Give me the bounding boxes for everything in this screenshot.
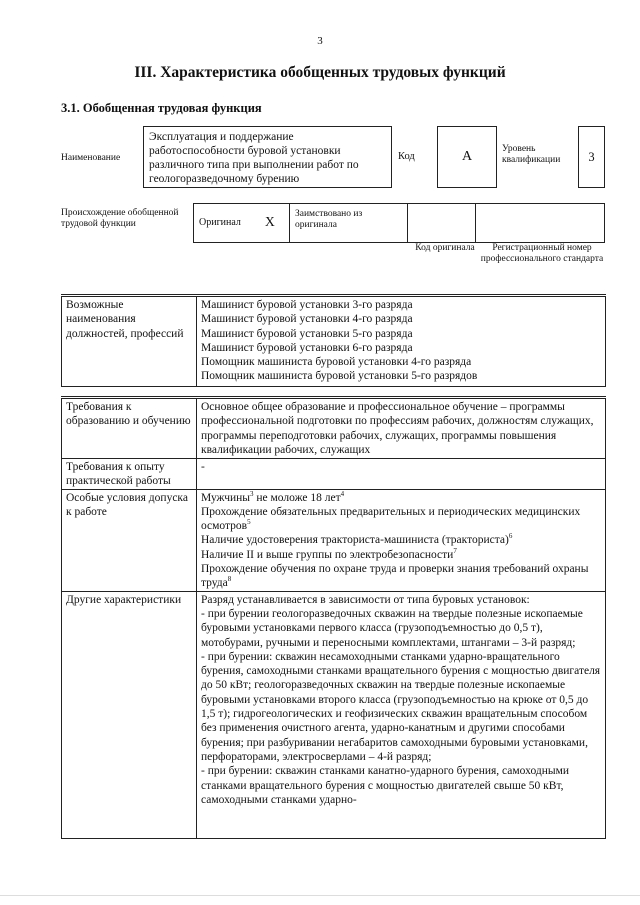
function-name-box: Эксплуатация и поддержание работоспособности буровой установки различного типа при выполнении работ по геологоразведочному бурению [143, 126, 392, 188]
original-cell [194, 204, 290, 242]
position-item: Машинист буровой установки 3-го разряда [201, 299, 413, 311]
function-code-value: А [461, 149, 473, 164]
original-mark: Х [265, 214, 275, 229]
other-line: - при бурении геологоразведочных скважин на твердые полезные ископаемые буровыми установками первого класса (грузоподъемностью до 0,5 т), мотобурами, ручными и переносными комплектами, штангами – 3-й разряд; [201, 607, 583, 649]
position-item: Помощник машиниста буровой установки 4-го разряда [201, 356, 472, 369]
position-item: Машинист буровой установки 4-го разряда [201, 313, 413, 326]
code-caption: Код оригинала [415, 243, 475, 253]
admission-item: Прохождение обязательных предварительных и периодических медицинских осмотров$^5$ [201, 505, 581, 533]
position-item: Помощник машиниста буровой установки 5-го разрядов [201, 370, 478, 383]
admission-label: Особые условия допуска к работе [62, 489, 197, 591]
position-item: Машинист буровой установки 6-го разряда [201, 341, 413, 354]
position-item: Машинист буровой установки 5-го разряда [201, 327, 413, 340]
positions-label: Возможные наименования должностей, профессий [62, 296, 197, 387]
reg-caption: Регистрационный номер профессионального стандарта [480, 243, 604, 264]
function-code-box [437, 126, 497, 188]
borrowed-cell [290, 204, 408, 242]
page-number: 3 [317, 35, 323, 47]
level-box [578, 126, 605, 188]
level-value: 3 [588, 149, 595, 164]
borrowed-label: Заимствовано из оригинала [295, 209, 363, 230]
admission-item: Прохождение обучения по охране труда и проверки знания требований охраны труда$^8$ [201, 563, 589, 590]
function-subtitle: 3.1. Обобщенная трудовая функция [61, 101, 262, 115]
positions-list [197, 296, 606, 387]
page-bottom-edge [0, 895, 640, 896]
experience-label: Требования к опыту практической работы [62, 459, 197, 490]
origin-row [193, 203, 605, 243]
education-value: Основное общее образование и профессиональное обучение – программы профессиональной подготовки по профессиям рабочих, должностям служащих, программы переподготовки рабочих, служащих, программы повышения квалификации рабочих, служащих [197, 398, 606, 459]
original-code-cell [408, 204, 476, 242]
admission-item: Мужчины$^3$ не моложе 18 лет$^4$ [201, 489, 345, 504]
experience-value: - [197, 459, 606, 490]
positions-table [61, 294, 606, 387]
name-label: Наименование [61, 153, 121, 163]
other-label: Другие характеристики [62, 591, 197, 838]
level-label: Уровень квалификации [502, 144, 561, 165]
original-label: Оригинал [199, 217, 241, 228]
origin-label: Происхождение обобщенной трудовой функции [61, 208, 179, 229]
code-label: Код [398, 151, 415, 162]
requirements-table [61, 396, 606, 839]
education-label: Требования к образованию и обучению [62, 398, 197, 459]
reg-number-cell [476, 204, 604, 242]
section-title: III. Характеристика обобщенных трудовых функций [134, 64, 506, 81]
admission-list [197, 489, 606, 591]
admission-item: Наличие удостоверения тракториста-машиниста (тракториста)$^6$ [201, 532, 513, 547]
other-line: Разряд устанавливается в зависимости от типа буровых установок: [201, 593, 530, 606]
other-line: - при бурении: скважин станками канатно-ударного бурения, самоходными станками вращательного бурения с мощностью двигателей свыше 50 кВт, самоходными станками ударно- [201, 765, 570, 806]
other-characteristics [197, 591, 606, 838]
other-line: - при бурении: скважин несамоходными станками ударно-вращательного бурения, самоходными станками вращательного бурения с мощностью двигателя до 50 кВт; геологоразведочных скважин на твердые полезные ископаемые буровыми установками второго класса (грузоподъемностью на крюке от 0,5 до 1,5 т); гидрогеологических и геофизических скважин вращательным способом без применения очистного агента, ударно-канатным и другими способами бурения; при разбуривании негабаритов самоходными буровыми установками, перфораторами, электросверлами – 4-й разряд; [201, 650, 601, 763]
admission-item: Наличие II и выше группы по электробезопасности$^7$ [201, 546, 457, 561]
